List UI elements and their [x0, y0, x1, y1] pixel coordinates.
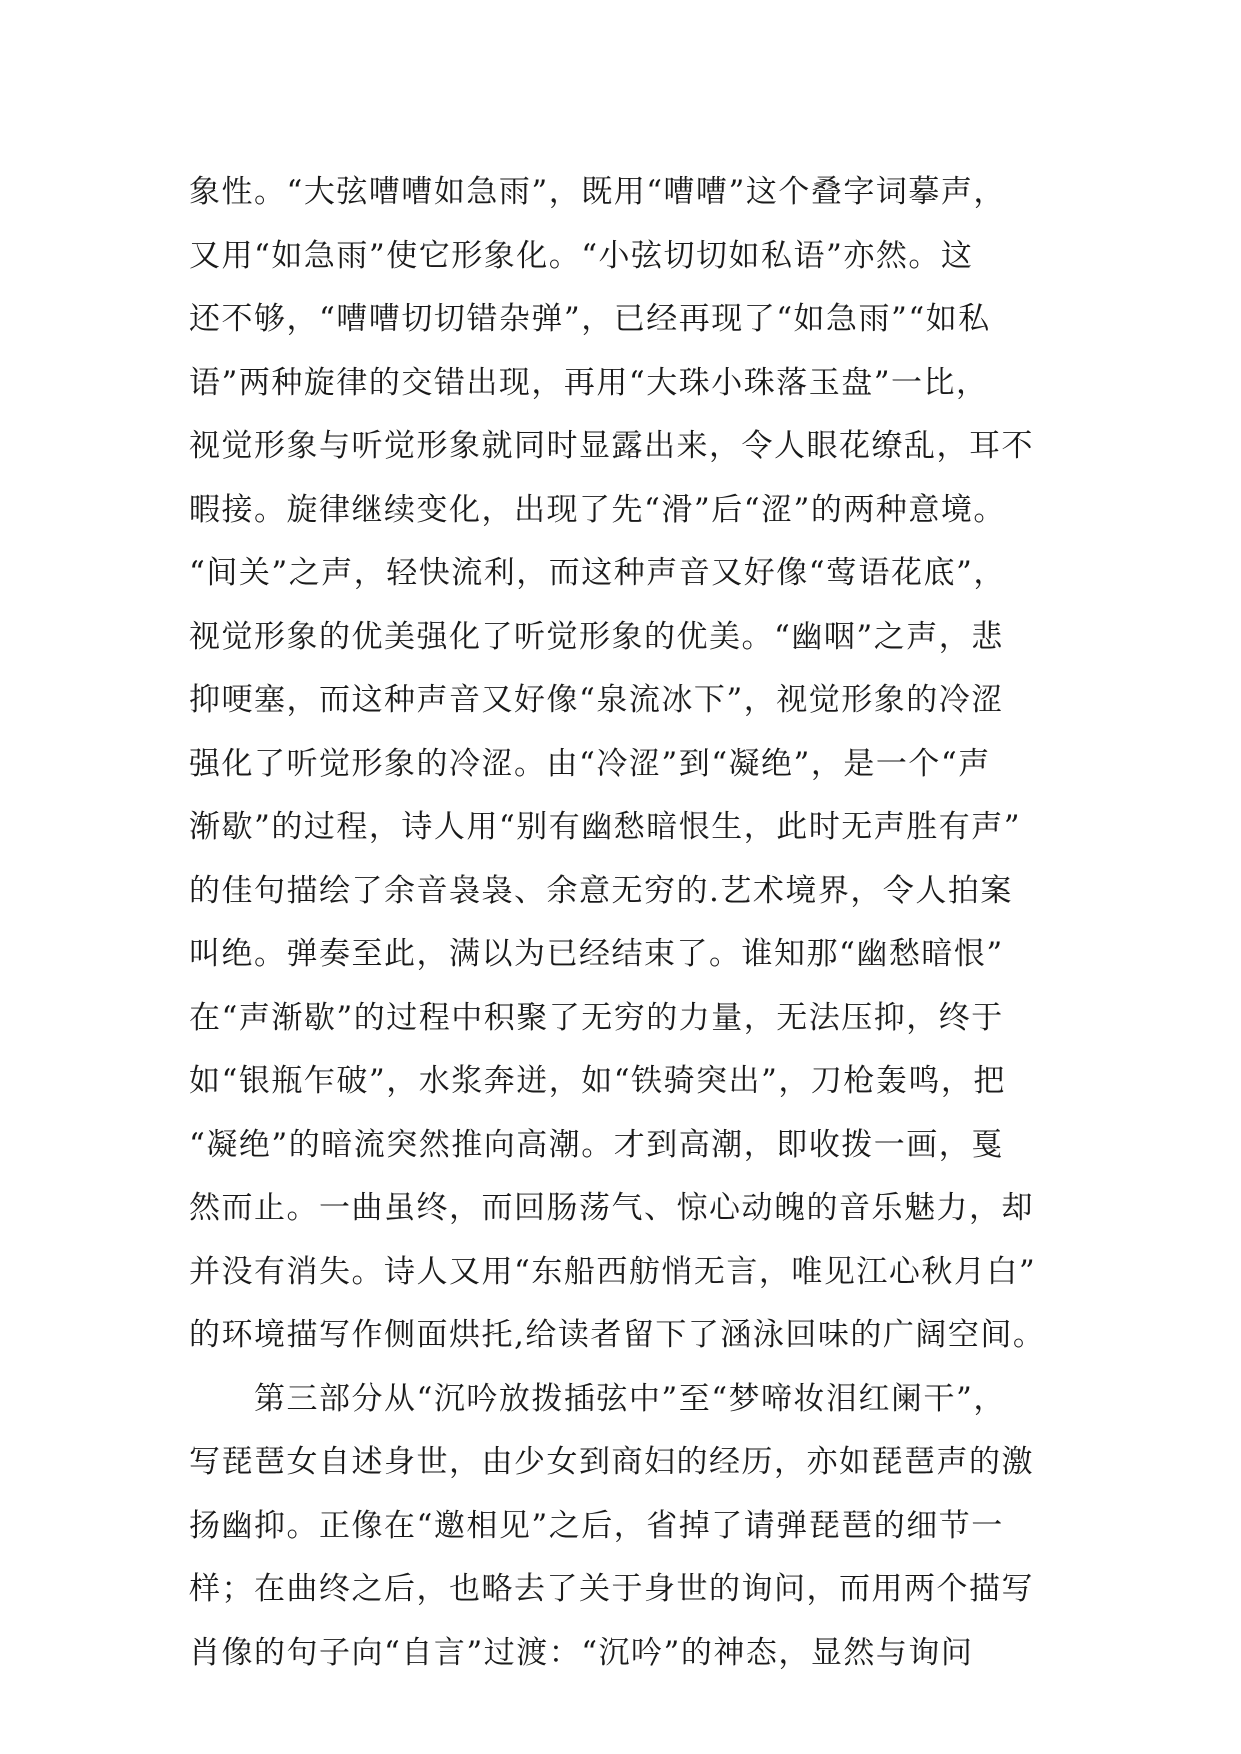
text-line: 还不够，“嘈嘈切切错杂弹”，已经再现了“如急雨”“如私 — [189, 301, 991, 337]
text-line: 又用“如急雨”使它形象化。“小弦切切如私语”亦然。这 — [189, 237, 974, 274]
text-line: 在“声渐歇”的过程中积聚了无穷的力量，无法压抑，终于 — [189, 999, 1004, 1036]
text-line: 扬幽抑。正像在“邀相见”之后，省掉了请弹琵琶的细节一 — [189, 1507, 1004, 1544]
text-line: 语”两种旋律的交错出现，再用“大珠小珠落玉盘”一比， — [189, 364, 989, 401]
text-line: 暇接。旋律继续变化，出现了先“滑”后“涩”的两种意境。 — [189, 491, 1006, 528]
text-line: 象性。“大弦嘈嘈如急雨”，既用“嘈嘈”这个叠字词摹声， — [189, 174, 1006, 210]
text-line: 写琵琶女自述身世，由少女到商妇的经历，亦如琵琶声的激 — [189, 1444, 1034, 1480]
body-text — [189, 161, 1069, 1685]
text-line: 然而止。一曲虽终，而回肠荡气、惊心动魄的音乐魅力，却 — [189, 1190, 1034, 1226]
text-line: 并没有消失。诗人又用“东船西舫悄无言，唯见江心秋月白” — [189, 1253, 1037, 1290]
text-line: 视觉形象的优美强化了听觉形象的优美。“幽咽”之声，悲 — [189, 618, 1004, 655]
text-line: “间关”之声，轻快流利，而这种声音又好像“莺语花底”， — [189, 555, 1006, 591]
text-line: 叫绝。弹奏至此，满以为已经结束了。谁知那“幽愁暗恨” — [189, 936, 1004, 972]
text-line: 肖像的句子向“自言”过渡：“沉吟”的神态，显然与询问 — [189, 1634, 974, 1671]
text-line: 样；在曲终之后，也略去了关于身世的询问，而用两个描写 — [189, 1571, 1034, 1607]
text-line: 抑哽塞，而这种声音又好像“泉流冰下”，视觉形象的冷涩 — [189, 682, 1004, 718]
text-line: 视觉形象与听觉形象就同时显露出来，令人眼花缭乱，耳不 — [189, 428, 1034, 464]
text-line: 如“银瓶乍破”，水浆奔迸，如“铁骑突出”，刀枪轰鸣，把 — [189, 1063, 1006, 1099]
text-line: “凝绝”的暗流突然推向高潮。才到高潮，即收拨一画，戛 — [189, 1126, 1004, 1163]
paragraph-start-line: 第三部分从“沉吟放拨插弦中”至“梦啼妆泪红阑干”， — [189, 1380, 1006, 1417]
text-line: 的环境描写作侧面烘托,给读者留下了涵泳回味的广阔空间。 — [189, 1317, 1046, 1353]
text-line: 的佳句描绘了余音袅袅、余意无穷的.艺术境界，令人拍案 — [189, 872, 1013, 909]
text-line: 渐歇”的过程，诗人用“别有幽愁暗恨生，此时无声胜有声” — [189, 809, 1022, 845]
text-line: 强化了听觉形象的冷涩。由“冷涩”到“凝绝”，是一个“声 — [189, 745, 991, 782]
